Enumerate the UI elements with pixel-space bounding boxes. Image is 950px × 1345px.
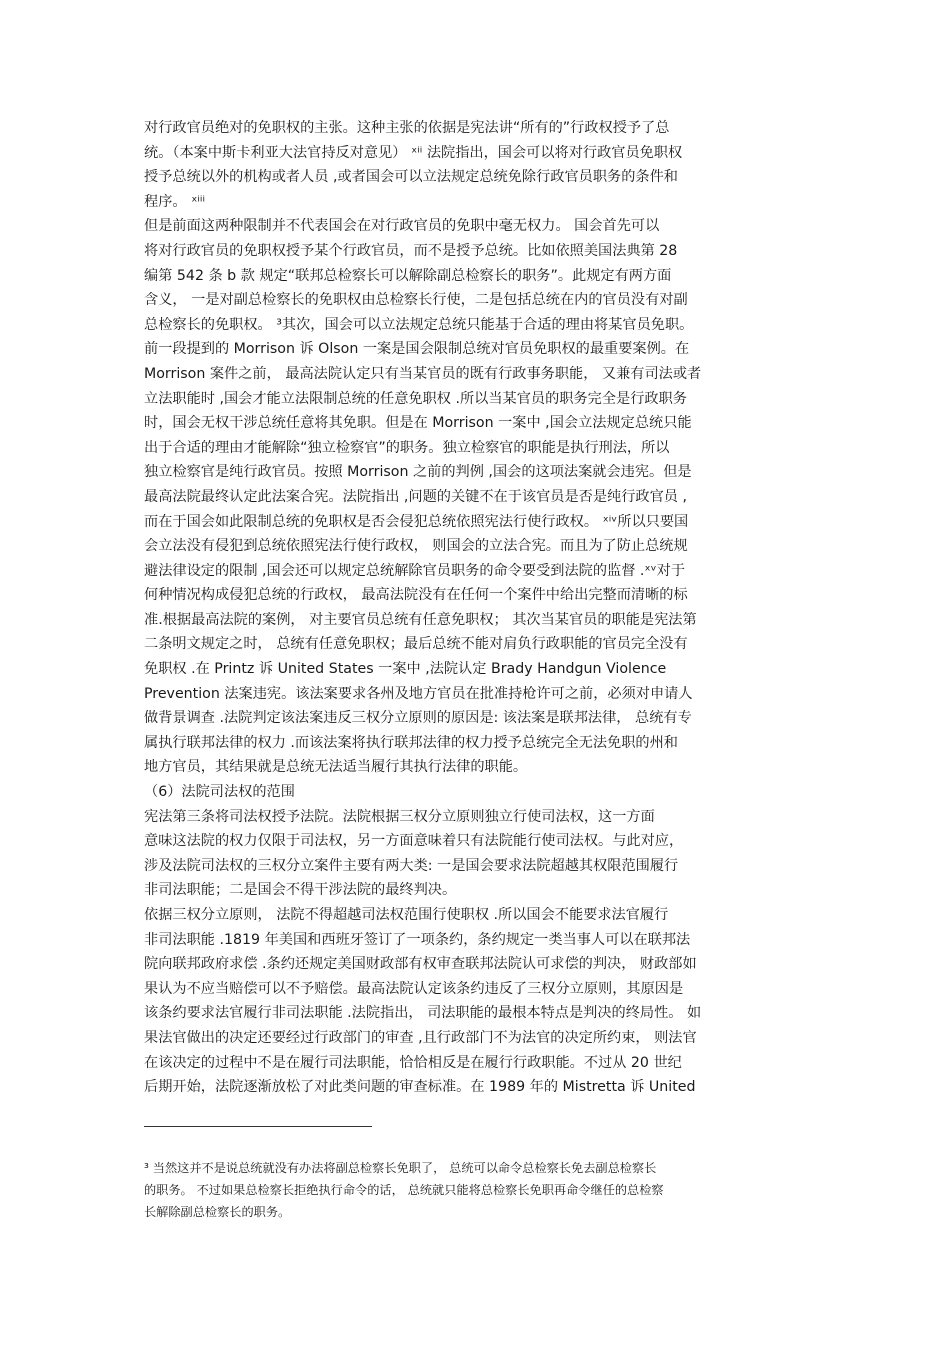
text-line: Morrison 案件之前， 最高法院认定只有当某官员的既有行政事务职能， 又兼有司法或者 [144, 365, 702, 382]
body-text [144, 116, 804, 1100]
text-line: 在该决定的过程中不是在履行司法职能，恰恰相反是在履行行政职能。不过从 20 世纪 [144, 1054, 682, 1071]
text-line: 地方官员，其结果就是总统无法适当履行其执行法律的职能。 [144, 759, 528, 776]
text-line: 而在于国会如此限制总统的免职权是否会侵犯总统依照宪法行使行政权。 ˣⁱᵛ所以只要国 [144, 513, 689, 530]
text-line: 避法律设定的限制 ,国会还可以规定总统解除官员职务的命令要受到法院的监督 .ˣᵛ对于 [144, 562, 686, 579]
text-line: 对行政官员绝对的免职权的主张。这种主张的依据是宪法讲“所有的”行政权授予了总 [144, 120, 670, 136]
text-line: 后期开始，法院逐渐放松了对此类问题的审查标准。在 1989 年的 Mistretta 诉 United [144, 1079, 696, 1096]
text-line: 准.根据最高法院的案例， 对主要官员总统有任意免职权； 其次当某官员的职能是宪法第 [144, 611, 697, 628]
text-line: 宪法第三条将司法权授予法院。法院根据三权分立原则独立行使司法权，这一方面 [144, 808, 655, 825]
text-line: 院向联邦政府求偿 .条约还规定美国财政部有权审查联邦法院认可求偿的判决， 财政部如 [144, 956, 697, 973]
text-line: 果法官做出的决定还要经过行政部门的审查 ,且行政部门不为法官的决定所约束， 则法官 [144, 1029, 697, 1046]
text-line: 但是前面这两种限制并不代表国会在对行政官员的免职中毫无权力。 国会首先可以 [144, 218, 660, 235]
text-line: 属执行联邦法律的权力 .而该法案将执行联邦法律的权力授予总统完全无法免职的州和 [144, 734, 678, 751]
text-line: 意味这法院的权力仅限于司法权，另一方面意味着只有法院能行使司法权。与此对应， [144, 833, 684, 850]
text-line: 做背景调查 .法院判定该法案违反三权分立原则的原因是: 该法案是联邦法律， 总统有专 [144, 710, 692, 727]
text-line: 授予总统以外的机构或者人员 ,或者国会可以立法规定总统免除行政官员职务的条件和 [144, 169, 678, 186]
text-line: 涉及法院司法权的三权分立案件主要有两大类: 一是国会要求法院超越其权限范围履行 [144, 857, 679, 874]
text-line: 前一段提到的 Morrison 诉 Olson 一案是国会限制总统对官员免职权的最重要案例。在 [144, 341, 690, 358]
text-line: 含义， 一是对副总检察长的免职权由总检察长行使，二是包括总统在内的官员没有对副 [144, 292, 688, 309]
text-line: 独立检察官是纯行政官员。按照 Morrison 之前的判例 ,国会的这项法案就会违宪。但是 [144, 464, 692, 481]
text-line: 编第 542 条 b 款 规定“联邦总检察长可以解除副总检察长的职务”。此规定有两方面 [144, 267, 672, 284]
footnotes [144, 1157, 804, 1223]
footnote-line: ³ 当然这并不是说总统就没有办法将副总检察长免职了， 总统可以命令总检察长免去副总检察长 [144, 1161, 657, 1175]
text-line: 统。（本案中斯卡利亚大法官持反对意见） ˣⁱⁱ 法院指出，国会可以将对行政官员免职权 [144, 144, 683, 161]
text-line: 该条约要求法官履行非司法职能 .法院指出， 司法职能的最根本特点是判决的终局性。 如 [144, 1005, 702, 1022]
text-line: 果认为不应当赔偿可以不予赔偿。最高法院认定该条约违反了三权分立原则，其原因是 [144, 980, 684, 997]
footnote-divider [144, 1126, 372, 1127]
text-line: 依据三权分立原则， 法院不得超越司法权范围行使职权 .所以国会不能要求法官履行 [144, 907, 669, 923]
text-line: 二条明文规定之时， 总统有任意免职权；最后总统不能对肩负行政职能的官员完全没有 [144, 636, 688, 653]
text-line: 程序。 ˣⁱⁱⁱ [144, 193, 205, 210]
footnote-line: 的职务。 不过如果总检察长拒绝执行命令的话， 总统就只能将总检察长免职再命令继任的总检察 [144, 1183, 664, 1197]
text-line: 时，国会无权干涉总统任意将其免职。但是在 Morrison 一案中 ,国会立法规定总统只能 [144, 415, 692, 432]
text-line: 免职权 .在 Printz 诉 United States 一案中 ,法院认定 Brady Handgun Violence [144, 661, 667, 678]
text-line: 会立法没有侵犯到总统依照宪法行使行政权， 则国会的立法合宪。而且为了防止总统规 [144, 538, 688, 555]
footnote-line: 长解除副总检察长的职务。 [144, 1205, 291, 1219]
text-line: 非司法职能；二是国会不得干涉法院的最终判决。 [144, 882, 457, 899]
text-line: 总检察长的免职权。 ³其次，国会可以立法规定总统只能基于合适的理由将某官员免职。 [144, 316, 694, 333]
text-line: Prevention 法案违宪。该法案要求各州及地方官员在批准持枪许可之前，必须对申请人 [144, 685, 693, 702]
text-line: 最高法院最终认定此法案合宪。法院指出 ,问题的关键不在于该官员是否是纯行政官员 , [144, 488, 687, 505]
text-line: （6）法院司法权的范围 [144, 784, 295, 801]
text-line: 将对行政官员的免职权授予某个行政官员，而不是授予总统。比如依照美国法典第 28 [144, 242, 678, 259]
text-line: 立法职能时 ,国会才能立法限制总统的任意免职权 .所以当某官员的职务完全是行政职务 [144, 390, 687, 407]
text-line: 何种情况构成侵犯总统的行政权， 最高法院没有在任何一个案件中给出完整而清晰的标 [144, 587, 688, 604]
text-line: 非司法职能 .1819 年美国和西班牙签订了一项条约，条约规定一类当事人可以在联邦法 [144, 931, 691, 948]
text-line: 出于合适的理由才能解除“独立检察官”的职务。独立检察官的职能是执行刑法，所以 [144, 439, 670, 456]
